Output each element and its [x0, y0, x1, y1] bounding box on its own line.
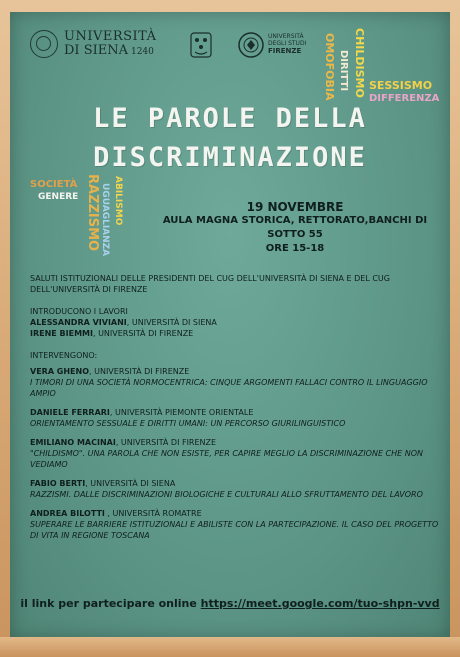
- intro2-affiliation: , UNIVERSITÀ DI FIRENZE: [92, 329, 194, 338]
- speaker-name: VERA GHENO: [30, 367, 90, 376]
- speaker-block: [30, 366, 440, 399]
- speaker-name: FABIO BERTI: [30, 479, 86, 488]
- speaker-affiliation: , UNIVERSITÀ DI FIRENZE: [89, 367, 190, 376]
- word-childismo: CHILDISMO: [353, 28, 366, 98]
- unifi-name-line3: FIRENZE: [268, 47, 302, 56]
- speaker-affiliation: , UNIVERSITÀ ROMATRE: [104, 509, 202, 518]
- event-date: 19 NOVEMBRE: [246, 200, 344, 214]
- cug-logo-icon: [190, 32, 212, 58]
- speaker-name: EMILIANO MACINAI: [30, 438, 116, 447]
- intro-speaker-1: [30, 317, 440, 328]
- speaker-talk: ORIENTAMENTO SESSUALE E DIRITTI UMANI: UN PERCORSO GIURILINGUISTICO: [30, 419, 346, 428]
- intro-speaker-2: [30, 328, 440, 339]
- intro1-affiliation: , UNIVERSITÀ DI SIENA: [126, 318, 217, 327]
- speaker-name: ANDREA BILOTTI: [30, 509, 105, 518]
- word-genere: GENERE: [38, 192, 79, 202]
- speaker-affiliation: , UNIVERSITÀ DI FIRENZE: [115, 438, 217, 447]
- unisi-logo: [30, 30, 157, 58]
- unifi-seal-icon: [238, 32, 264, 58]
- speaker-affiliation: , UNIVERSITÀ PIEMONTE ORIENTALE: [109, 408, 254, 417]
- intro1-name: ALESSANDRA VIVIANI: [30, 318, 127, 327]
- unisi-name-line2: DI SIENA: [64, 43, 128, 58]
- unifi-name-line1: UNIVERSITÀ: [268, 32, 304, 40]
- chalk-ledge: [0, 637, 460, 657]
- unisi-name-line1: UNIVERSITÀ: [64, 29, 157, 45]
- online-link-line: [0, 597, 460, 610]
- intervengono-label: INTERVENGONO:: [30, 351, 98, 360]
- unisi-seal-icon: [30, 30, 58, 58]
- meet-link[interactable]: https://meet.google.com/tuo-shpn-vvd: [200, 597, 440, 610]
- word-uguaglianza: UGUAGLIANZA: [100, 183, 110, 257]
- word-diritti: DIRITTI: [338, 50, 349, 92]
- title-line1: LE PAROLE DELLA: [93, 103, 367, 134]
- word-sessismo: SESSISMO: [369, 79, 433, 92]
- event-place: AULA MAGNA STORICA, RETTORATO,BANCHI DI SOTTO 55: [162, 215, 428, 240]
- title-line2: DISCRIMINAZIONE: [93, 142, 367, 173]
- unifi-logo: [238, 32, 306, 58]
- intro2-name: IRENE BIEMMI: [30, 329, 93, 338]
- speaker-block: [30, 437, 440, 470]
- speaker-talk: "CHILDISMO". UNA PAROLA CHE NON ESISTE, PER CAPIRE MEGLIO LA DISCRIMINAZIONE CHE NON VEDIAMO: [30, 449, 424, 469]
- word-societa: SOCIETÀ: [30, 179, 78, 190]
- speaker-affiliation: , UNIVERSITÀ DI SIENA: [85, 479, 176, 488]
- speaker-talk: RAZZISMI. DALLE DISCRIMINAZIONI BIOLOGICHE E CULTURALI ALLO SFRUTTAMENTO DEL LAVORO: [30, 490, 423, 499]
- word-differenza: DIFFERENZA: [369, 93, 440, 104]
- speaker-talk: SUPERARE LE BARRIERE ISTITUZIONALI E ABILISTE CON LA PARTECIPAZIONE. IL CASO DEL PROGETTO DI VITA IN REGIONE TOSCANA: [30, 520, 439, 540]
- unisi-year: 1240: [130, 47, 154, 57]
- event-time: ORE 15-18: [265, 243, 325, 254]
- speaker-block: [30, 508, 440, 541]
- unifi-name-line2: DEGLI STUDI: [268, 39, 307, 47]
- word-abilismo: ABILISMO: [113, 176, 123, 226]
- speaker-talk: I TIMORI DI UNA SOCIETÀ NORMOCENTRICA: CINQUE ARGOMENTI FALLACI CONTRO IL LINGUAGGIO AMPIO: [30, 378, 428, 398]
- word-razzismo: RAZZISMO: [85, 174, 100, 252]
- saluti-text: SALUTI ISTITUZIONALI DELLE PRESIDENTI DEL CUG DELL'UNIVERSITÀ DI SIENA E DEL CUG DELL'UNIVERSITÀ DI FIRENZE: [30, 274, 390, 294]
- program: [30, 273, 440, 541]
- speaker-name: DANIELE FERRARI: [30, 408, 110, 417]
- introducono-label: INTRODUCONO I LAVORI: [30, 307, 128, 316]
- online-link-prefix: il link per partecipare online: [20, 597, 201, 610]
- speaker-block: [30, 407, 440, 429]
- speaker-block: [30, 478, 440, 500]
- word-omofobia: OMOFOBIA: [323, 33, 336, 101]
